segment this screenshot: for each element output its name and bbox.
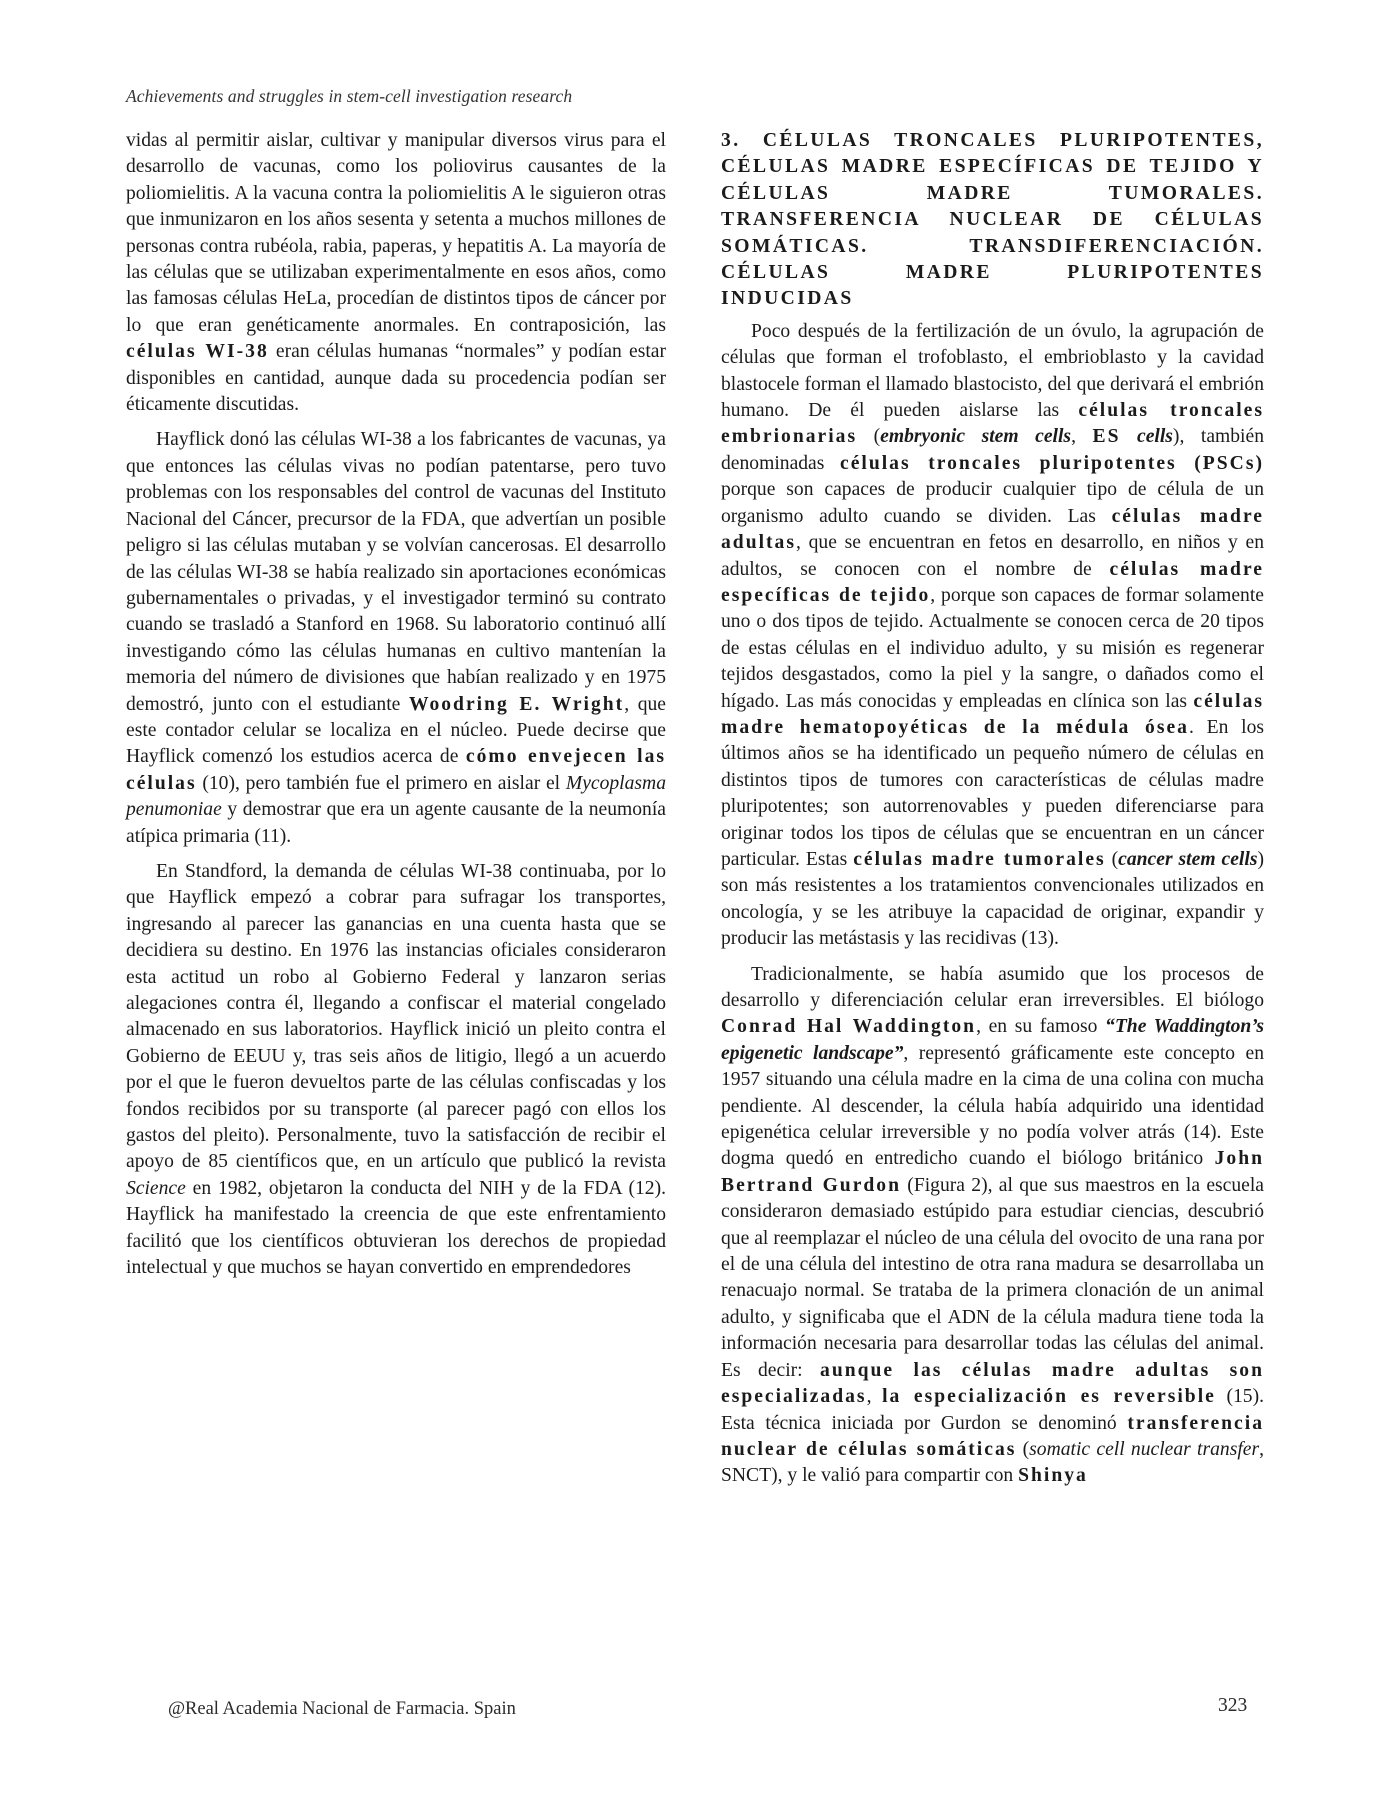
emphasis-text: células madre específicas de tejido [721,558,1264,606]
emphasis-text: ES [1092,426,1121,448]
paragraph [721,962,1264,1490]
emphasis-text: la especialización es reversible [882,1386,1216,1408]
emphasis-text: aunque las células madre adultas son especializadas [721,1359,1264,1408]
right-column [721,128,1264,1490]
text-run: , [1071,426,1093,448]
text-run: en 1982, objetaron la conducta del NIH y de la FDA (12). Hayflick ha manifestado la creencia de que este enfrentamiento facilitó que los científicos obtuvieran los derechos de propiedad intelectual y que muchos se hayan convertido en emprendedores [126,1177,666,1279]
paragraph [126,859,666,1282]
text-run: . En los últimos años se ha identificado un pequeño número de células en distintos tipos de tumores con características de células madre pluripotentes; son autorrenovables y pueden diferenciarse para originar todos los tipos de células que se encuentran en un cáncer particular. Estas [721,716,1264,870]
text-run: eran células humanas “normales” y podían estar disponibles en cantidad, aunque dada su procedencia podían ser éticamente discutidas. [126,341,666,416]
text-run: (Figura 2), al que sus maestros en la escuela consideraron demasiado estúpido para estudiar ciencias, descubrió que al reemplazar el núcleo de una célula del ovocito de una rana por el de una célula del intestino de otra rana madura se desarrollaba un renacuajo normal. Se trataba de la primera clonación de un animal adulto, y significaba que el ADN de la célula madura tiene toda la información necesaria para desarrollar todas las células del animal. Es decir: [721,1174,1264,1381]
emphasis-text: células troncales embrionarias [721,400,1265,448]
text-run [1120,426,1137,447]
emphasis-text: transferencia nuclear de células somáticas [721,1412,1264,1460]
paragraph [721,319,1264,953]
text-run: (10), pero también fue el primero en aislar el [196,772,566,794]
footer-copyright: @Real Academia Nacional de Farmacia. Spain [168,1699,516,1719]
text-run: ( [1016,1438,1030,1460]
emphasis-text: John Bertrand Gurdon [721,1148,1264,1196]
text-run: Poco después de la fertilización de un óvulo, la agrupación de células que forman el trofoblasto, el embrioblasto y la cavidad blastocele forman el llamado blastocisto, del que derivará el embrión humano. De él pueden aislarse las [721,320,1264,422]
section-heading: 3. CÉLULAS TRONCALES PLURIPOTENTES, CÉLULAS MADRE ESPECÍFICAS DE TEJIDO Y CÉLULAS MADRE TUMORALES. TRANSFERENCIA NUCLEAR DE CÉLULAS SOMÁTICAS. TRANSDIFERENCIACIÓN. CÉLULAS MADRE PLURIPOTENTES INDUCIDAS [721,130,1264,310]
paragraph [126,128,666,418]
emphasis-text: Shinya [1018,1465,1088,1487]
emphasis-text: células madre tumorales [853,848,1106,870]
left-column [126,128,666,1281]
text-run: , que se encuentran en fetos en desarrollo, en niños y en adultos, se conocen con el nombre de [721,532,1264,580]
emphasis-text: Woodring E. Wright [408,693,625,715]
emphasis-text: Conrad Hal Waddington [721,1016,977,1038]
emphasis-text: células troncales pluripotentes (PSCs) [840,452,1264,474]
emphasis-text: cómo envejecen las células [126,746,666,794]
text-run: , [866,1386,883,1408]
text-run: ), también denominadas [721,426,1264,474]
text-run: (15). Esta técnica iniciada por Gurdon se denominó [721,1386,1264,1434]
text-run: , SNCT), y le valió para compartir con [721,1438,1264,1487]
text-run: , porque son capaces de formar solamente uno o dos tipos de tejido. Actualmente se conocen cerca de 20 tipos de estas células en el individuo adulto, y su misión es regenerar tejidos desgastados, como la piel y la sangre, o dañados como el hígado. Las más conocidas y empleadas en clínica son las [721,584,1264,712]
emphasis-text: somatic cell nuclear transfer [1029,1438,1260,1460]
text-run: porque son capaces de producir cualquier tipo de célula de un organismo adulto cuando se dividen. Las [721,479,1264,527]
text-run: , que este contador celular se localiza en el núcleo. Puede decirse que Hayflick comenzó los estudios acerca de [126,693,666,768]
emphasis-text: células madre hematopoyéticas de la médula ósea [721,690,1264,738]
emphasis-text: células madre adultas [721,505,1264,554]
running-header: Achievements and struggles in stem-cell investigation research [126,86,573,106]
emphasis-text: células WI-38 [126,341,269,363]
text-run: Hayflick donó las células WI-38 a los fabricantes de vacunas, ya que entonces las células vivas no podían patentarse, pero tuvo problemas con los responsables del control de vacunas del Instituto Nacional del Cáncer, precursor de la FDA, que advertían un posible peligro si las células mutaban y se volvían cancerosas. El desarrollo de las células WI-38 se había realizado sin aportaciones económicas gubernamentales o privadas, y el investigador terminó su contrato cuando se trasladó a Stanford en 1968. Su laboratorio continuó allí investigando cómo las células humanas en cultivo mantenían la memoria del número de divisiones que habían realizado y en 1975 demostró, junto con el estudiante [126,429,666,715]
text-run: ) son más resistentes a los tratamientos convencionales utilizados en oncología, y se les atribuye la capacidad de originar, expandir y producir las metástasis y las recidivas (13). [721,848,1264,950]
text-run: y demostrar que era un agente causante de la neumonía atípica primaria (11). [126,799,666,847]
text-run: vidas al permitir aislar, cultivar y manipular diversos virus para el desarrollo de vacunas, como los poliovirus causantes de la poliomielitis. A la vacuna contra la poliomielitis A le siguieron otras que inmunizaron en los años sesenta y setenta a muchos millones de personas contra rubéola, rabia, paperas, y hepatitis A. La mayoría de las células que se utilizaban experimentalmente en esos años, como las famosas células HeLa, procedían de distintos tipos de cáncer por lo que eran genéticamente anormales. En contraposición, las [126,130,666,336]
paragraph [126,427,666,850]
emphasis-text: cells [1137,426,1173,448]
text-run: , en su famoso [976,1016,1106,1038]
text-run: En Standford, la demanda de células WI-38 continuaba, por lo que Hayflick empezó a cobrar para sufragar los transportes, ingresando al parecer las ganancias en una cuenta hasta que se decidiera su destino. En 1976 las instancias oficiales consideraron esta actitud un robo al Gobierno Federal y lanzaron serias alegaciones contra él, llegando a confiscar el material congelado almacenado en sus laboratorios. Hayflick inició un pleito contra el Gobierno de EEUU y, tras seis años de litigio, llegó a un acuerdo por el que le fueron devueltos parte de las células confiscadas y los fondos recibidos por su transporte (al parecer pagó con ellos los gastos del pleito). Personalmente, tuvo la satisfacción de recibir el apoyo de 85 científicos que, en un artículo que publicó la revista [126,860,666,1173]
emphasis-text: Mycoplasma penumoniae [126,772,666,821]
emphasis-text: “The Waddington’s epigenetic landscape” [721,1016,1265,1064]
emphasis-text: Science [126,1177,186,1199]
text-run: , representó gráficamente este concepto en 1957 situando una célula madre en la cima de una colina con mucha pendiente. Al descender, la célula había adquirido una identidad epigenética celular irreversible y no podía volver atrás (14). Este dogma quedó en entredicho cuando el biólogo británico [721,1042,1264,1170]
text-run: ( [1105,848,1119,870]
page-number: 323 [1218,1695,1248,1716]
text-run: ( [857,426,881,448]
text-run: Tradicionalmente, se había asumido que los procesos de desarrollo y diferenciación celular eran irreversibles. El biólogo [721,963,1264,1011]
emphasis-text: embryonic stem cells [880,426,1072,448]
emphasis-text: cancer stem cells [1118,848,1258,870]
